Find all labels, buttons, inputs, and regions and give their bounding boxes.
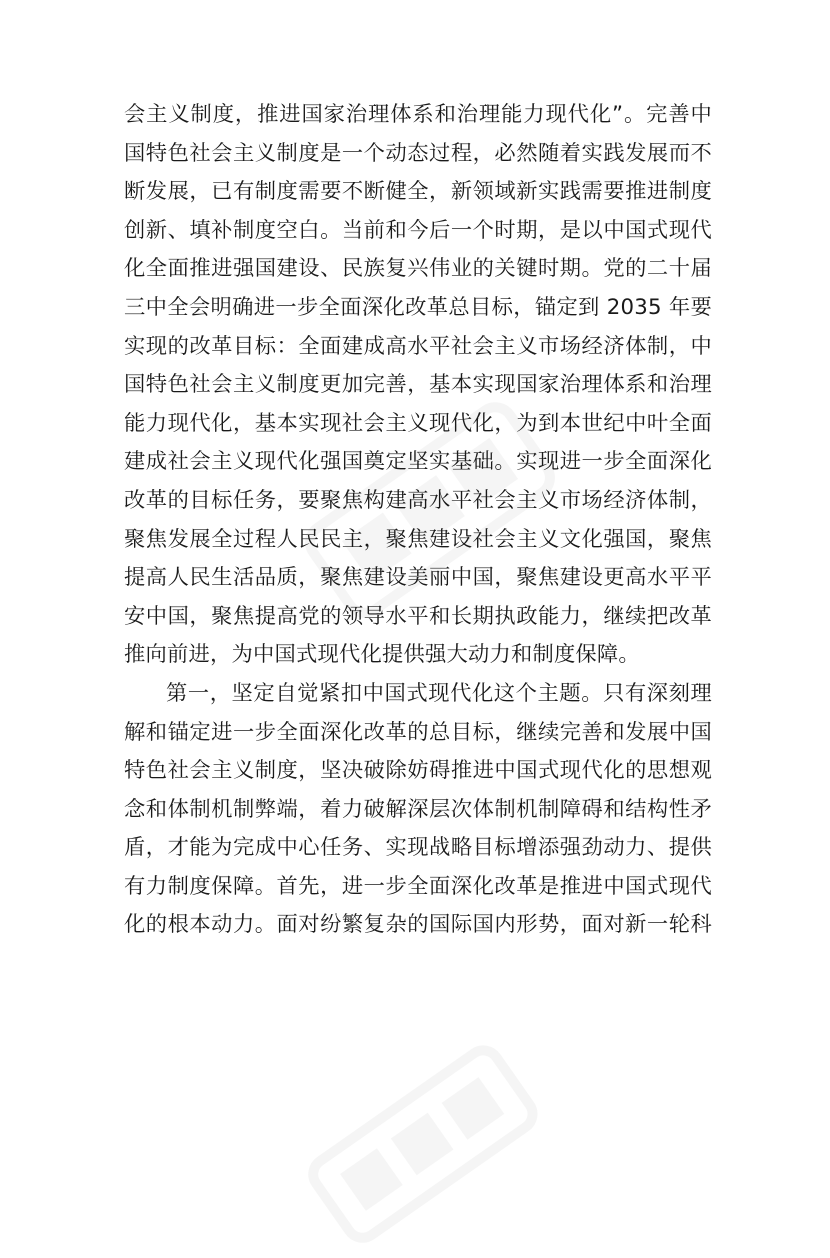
paragraph-2 [124,675,712,945]
paragraph-1-line: 断发展，已有制度需要不断健全，新领域新实践需要推进制度 [124,179,712,205]
document-body [124,96,712,945]
paragraph-2-line: 有力制度保障。首先，进一步全面深化改革是推进中国式现代 [124,873,712,899]
paragraph-1-line: 提高人民生活品质，聚焦建设美丽中国，聚焦建设更高水平平 [124,565,712,591]
paragraph-1-line: 创新、填补制度空白。当前和今后一个时期，是以中国式现代 [124,217,712,243]
paragraph-1-line: 会主义制度，推进国家治理体系和治理能力现代化”。完善中 [124,102,712,127]
paragraph-1-line: 改革的目标任务，要聚焦构建高水平社会主义市场经济体制， [124,487,712,513]
paragraph-1-line: 能力现代化，基本实现社会主义现代化，为到本世纪中叶全面 [124,410,712,436]
paragraph-1-line: 三中全会明确进一步全面深化改革总目标，锚定到 2035 年要 [124,294,712,320]
paragraph-1-line: 聚焦发展全过程人民民主，聚焦建设社会主义文化强国，聚焦 [124,526,712,552]
paragraph-1-line: 安中国，聚焦提高党的领导水平和长期执政能力，继续把改革 [124,603,712,629]
paragraph-1-line: 推向前进，为中国式现代化提供强大动力和制度保障。 [124,642,640,668]
paragraph-2-line: 解和锚定进一步全面深化改革的总目标，继续完善和发展中国 [124,719,712,745]
paragraph-2-line: 第一，坚定自觉紧扣中国式现代化这个主题。只有深刻理 [166,680,712,706]
watermark-logo-bottom-icon [287,1022,552,1258]
paragraph-1 [124,96,712,675]
paragraph-2-line: 特色社会主义制度，坚决破除妨碍推进中国式现代化的思想观 [124,758,712,784]
paragraph-1-line: 实现的改革目标：全面建成高水平社会主义市场经济体制，中 [124,333,712,359]
paragraph-2-line: 念和体制机制弊端，着力破解深层次体制机制障碍和结构性矛 [124,796,712,822]
paragraph-1-line: 建成社会主义现代化强国奠定坚实基础。实现进一步全面深化 [124,449,712,475]
paragraph-2-line: 盾，才能为完成中心任务、实现战略目标增添强劲动力、提供 [124,835,712,861]
paragraph-1-line: 国特色社会主义制度是一个动态过程，必然随着实践发展而不 [124,140,712,166]
paragraph-1-line: 化全面推进强国建设、民族复兴伟业的关键时期。党的二十届 [124,256,712,282]
paragraph-1-line: 国特色社会主义制度更加完善，基本实现国家治理体系和治理 [124,372,712,398]
paragraph-2-line: 化的根本动力。面对纷繁复杂的国际国内形势，面对新一轮科 [124,912,712,938]
